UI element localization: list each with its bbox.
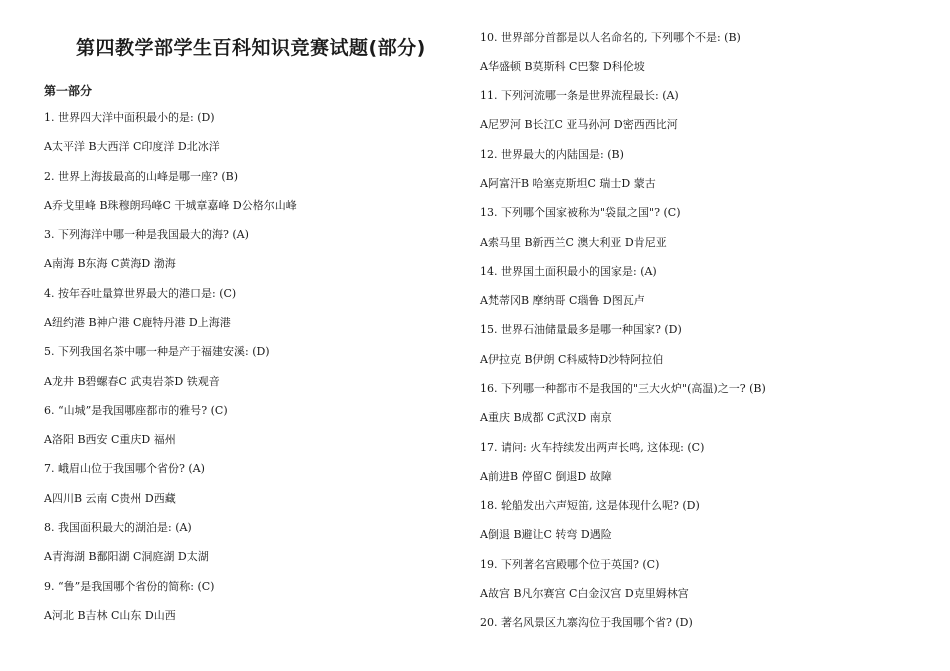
question-line: 7. 峨眉山位于我国哪个省份? (A) — [44, 462, 205, 475]
question-line: 15. 世界石油储量最多是哪一种国家? (D) — [480, 323, 682, 336]
options-line: A乔戈里峰 B珠穆朗玛峰C 干城章嘉峰 D公格尔山峰 — [44, 199, 297, 212]
options-line: A索马里 B新西兰C 澳大利亚 D肯尼亚 — [480, 236, 667, 249]
question-line: 6. “山城”是我国哪座都市的雅号? (C) — [44, 404, 228, 417]
page-title: 第四教学部学生百科知识竞赛试题(部分) — [76, 37, 426, 59]
options-line: A伊拉克 B伊朗 C科威特D沙特阿拉伯 — [480, 353, 664, 366]
options-line: A华盛顿 B莫斯科 C巴黎 D科伦坡 — [480, 60, 645, 73]
options-line: A故宫 B凡尔赛宫 C白金汉宫 D克里姆林宫 — [480, 587, 689, 600]
question-line: 20. 著名风景区九寨沟位于我国哪个省? (D) — [480, 616, 693, 629]
question-line: 14. 世界国土面积最小的国家是: (A) — [480, 265, 657, 278]
question-line: 12. 世界最大的内陆国是: (B) — [480, 148, 624, 161]
question-line: 5. 下列我国名茶中哪一种是产于福建安溪: (D) — [44, 345, 270, 358]
options-line: A前进B 停留C 倒退D 故障 — [480, 470, 612, 483]
options-line: A尼罗河 B长江C 亚马孙河 D密西西比河 — [480, 118, 678, 131]
question-line: 16. 下列哪一种都市不是我国的"三大火炉"(高温)之一? (B) — [480, 382, 766, 395]
question-line: 11. 下列河流哪一条是世界流程最长: (A) — [480, 89, 679, 102]
options-line: A重庆 B成都 C武汉D 南京 — [480, 411, 612, 424]
options-line: A阿富汗B 哈塞克斯坦C 瑞士D 蒙古 — [480, 177, 656, 190]
question-line: 13. 下列哪个国家被称为"袋鼠之国"? (C) — [480, 206, 681, 219]
question-line: 9. “鲁”是我国哪个省份的简称: (C) — [44, 580, 215, 593]
question-line: 3. 下列海洋中哪一种是我国最大的海? (A) — [44, 228, 249, 241]
options-line: A梵蒂冈B 摩纳哥 C瑙鲁 D图瓦卢 — [480, 294, 645, 307]
question-line: 4. 按年吞吐量算世界最大的港口是: (C) — [44, 287, 237, 300]
options-line: A纽约港 B神户港 C鹿特丹港 D上海港 — [44, 316, 231, 329]
question-line: 8. 我国面积最大的湖泊是: (A) — [44, 521, 192, 534]
question-line: 1. 世界四大洋中面积最小的是: (D) — [44, 111, 215, 124]
options-line: A四川B 云南 C贵州 D西藏 — [44, 492, 176, 505]
question-line: 18. 轮船发出六声短笛, 这是体现什么呢? (D) — [480, 499, 700, 512]
section-heading: 第一部分 — [44, 84, 93, 98]
question-line: 10. 世界部分首都是以人名命名的, 下列哪个不是: (B) — [480, 31, 741, 44]
question-line: 17. 请问: 火车持续发出两声长鸣, 这体现: (C) — [480, 441, 705, 454]
question-line: 2. 世界上海拔最高的山峰是哪一座? (B) — [44, 170, 239, 183]
options-line: A河北 B吉林 C山东 D山西 — [44, 609, 176, 622]
options-line: A太平洋 B大西洋 C印度洋 D北冰洋 — [44, 140, 220, 153]
options-line: A龙井 B碧螺春C 武夷岩茶D 铁观音 — [44, 375, 220, 388]
options-line: A倒退 B避让C 转弯 D遇险 — [480, 528, 612, 541]
question-line: 19. 下列著名宫殿哪个位于英国? (C) — [480, 558, 660, 571]
options-line: A洛阳 B西安 C重庆D 福州 — [44, 433, 176, 446]
options-line: A青海湖 B鄱阳湖 C洞庭湖 D太湖 — [44, 550, 209, 563]
options-line: A南海 B东海 C黄海D 渤海 — [44, 257, 176, 270]
